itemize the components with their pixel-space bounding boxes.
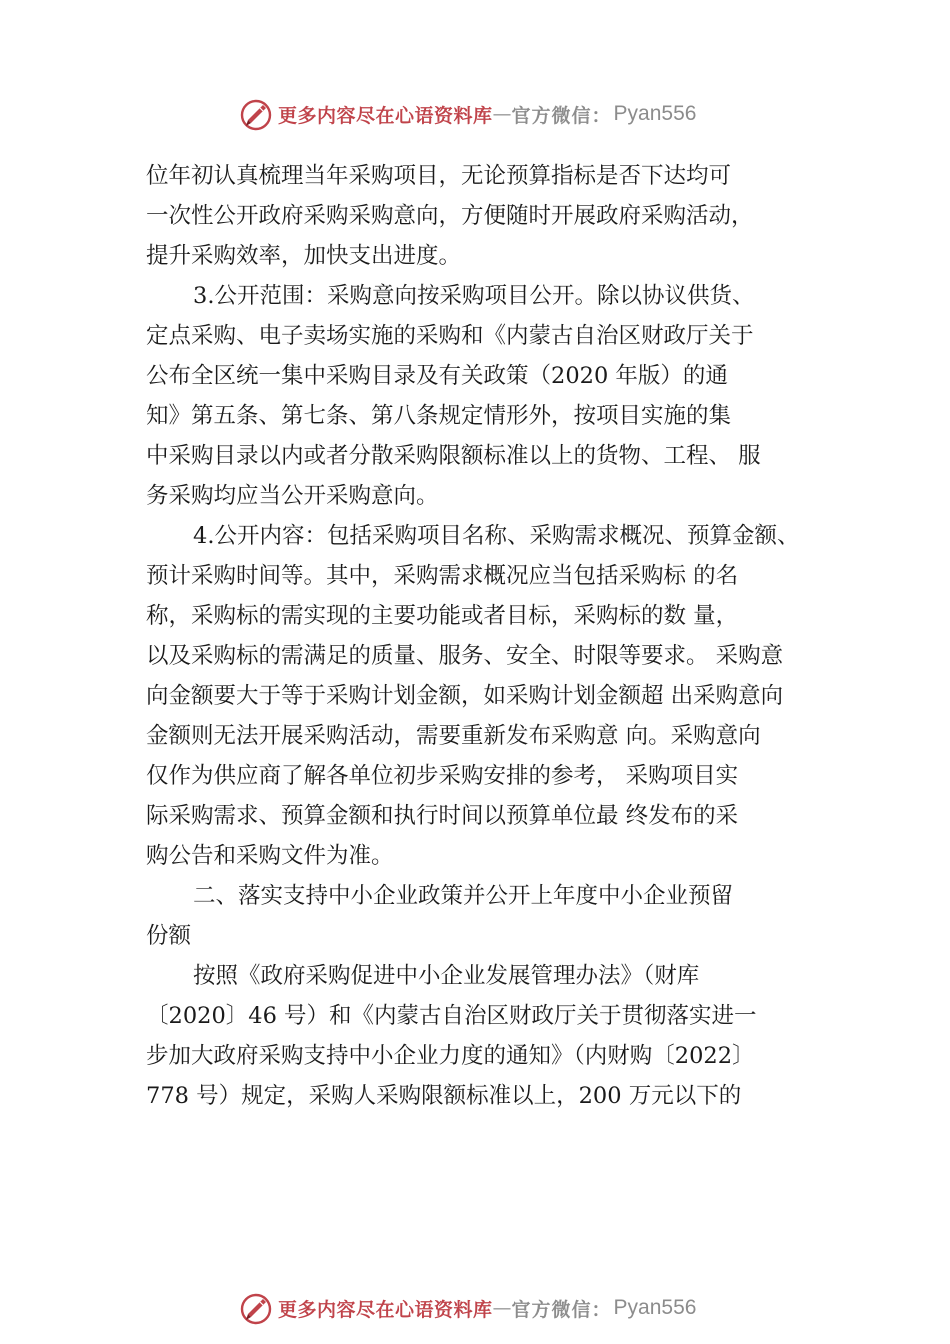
text-line: 〔2020〕46 号）和《内蒙古自治区财政厅关于贯彻落实进一 [146,1003,757,1029]
text-line: 购公告和采购文件为准。 [146,843,394,869]
banner-site-text: 更多内容尽在心语资料库 [278,104,493,127]
banner-site-text: 更多内容尽在心语资料库 [278,1298,493,1321]
text-line: 位年初认真梳理当年采购项目，无论预算指标是否下达均可 [146,163,732,189]
text-line: 778 号）规定，采购人采购限额标准以上，200 万元以下的 [146,1083,742,1109]
text-line: 际采购需求、预算金额和执行时间以预算单位最 终发布的采 [146,803,739,829]
text-line: 称，采购标的需实现的主要功能或者目标，采购标的数 量， [146,603,739,629]
text-line: 预计采购时间等。其中，采购需求概况应当包括采购标 的名 [146,563,739,589]
text-line: 公布全区统一集中采购目录及有关政策（2020 年版）的通 [146,363,728,389]
text-line: 提升采购效率，加快支出进度。 [146,243,462,269]
banner-wechat-id: Pyan556 [613,102,697,125]
text-line: 4.公开内容：包括采购项目名称、采购需求概况、预算金额、 [193,523,800,549]
banner-dash: — [492,103,512,125]
text-line: 知》第五条、第七条、第八条规定情形外，按项目实施的集 [146,403,732,429]
text-line: 一次性公开政府采购采购意向，方便随时开展政府采购活动， [146,203,754,229]
text-line: 步加大政府采购支持中小企业力度的通知》（内财购〔2022〕 [146,1043,755,1069]
section-heading: 二、落实支持中小企业政策并公开上年度中小企业预留 [193,883,734,909]
pen-logo-icon [238,1290,274,1326]
pen-logo-icon [238,96,274,132]
text-line: 3.公开范围：采购意向按采购项目公开。除以协议供货、 [193,283,755,309]
text-line: 务采购均应当公开采购意向。 [146,483,439,509]
banner-wechat-label: 官方微信： [511,104,612,127]
text-line: 向金额要大于等于采购计划金额，如采购计划金额超 出采购意向 [146,683,784,709]
text-line: 按照《政府采购促进中小企业发展管理办法》（财库 [193,963,700,989]
section-heading-cont: 份额 [146,923,192,949]
text-line: 中采购目录以内或者分散采购限额标准以上的货物、工程、 服 [146,443,761,469]
footer-banner [238,1288,696,1328]
text-line: 以及采购标的需满足的质量、服务、安全、时限等要求。 采购意 [146,643,784,669]
banner-wechat-id: Pyan556 [613,1296,697,1319]
text-line: 仅作为供应商了解各单位初步采购安排的参考， 采购项目实 [146,763,739,789]
text-line: 定点采购、电子卖场实施的采购和《内蒙古自治区财政厅关于 [146,323,754,349]
header-banner [238,94,696,134]
document-body [146,156,836,1116]
text-line: 金额则无法开展采购活动，需要重新发布采购意 向。采购意向 [146,723,761,749]
banner-dash: — [492,1297,512,1319]
banner-wechat-label: 官方微信： [511,1298,612,1321]
